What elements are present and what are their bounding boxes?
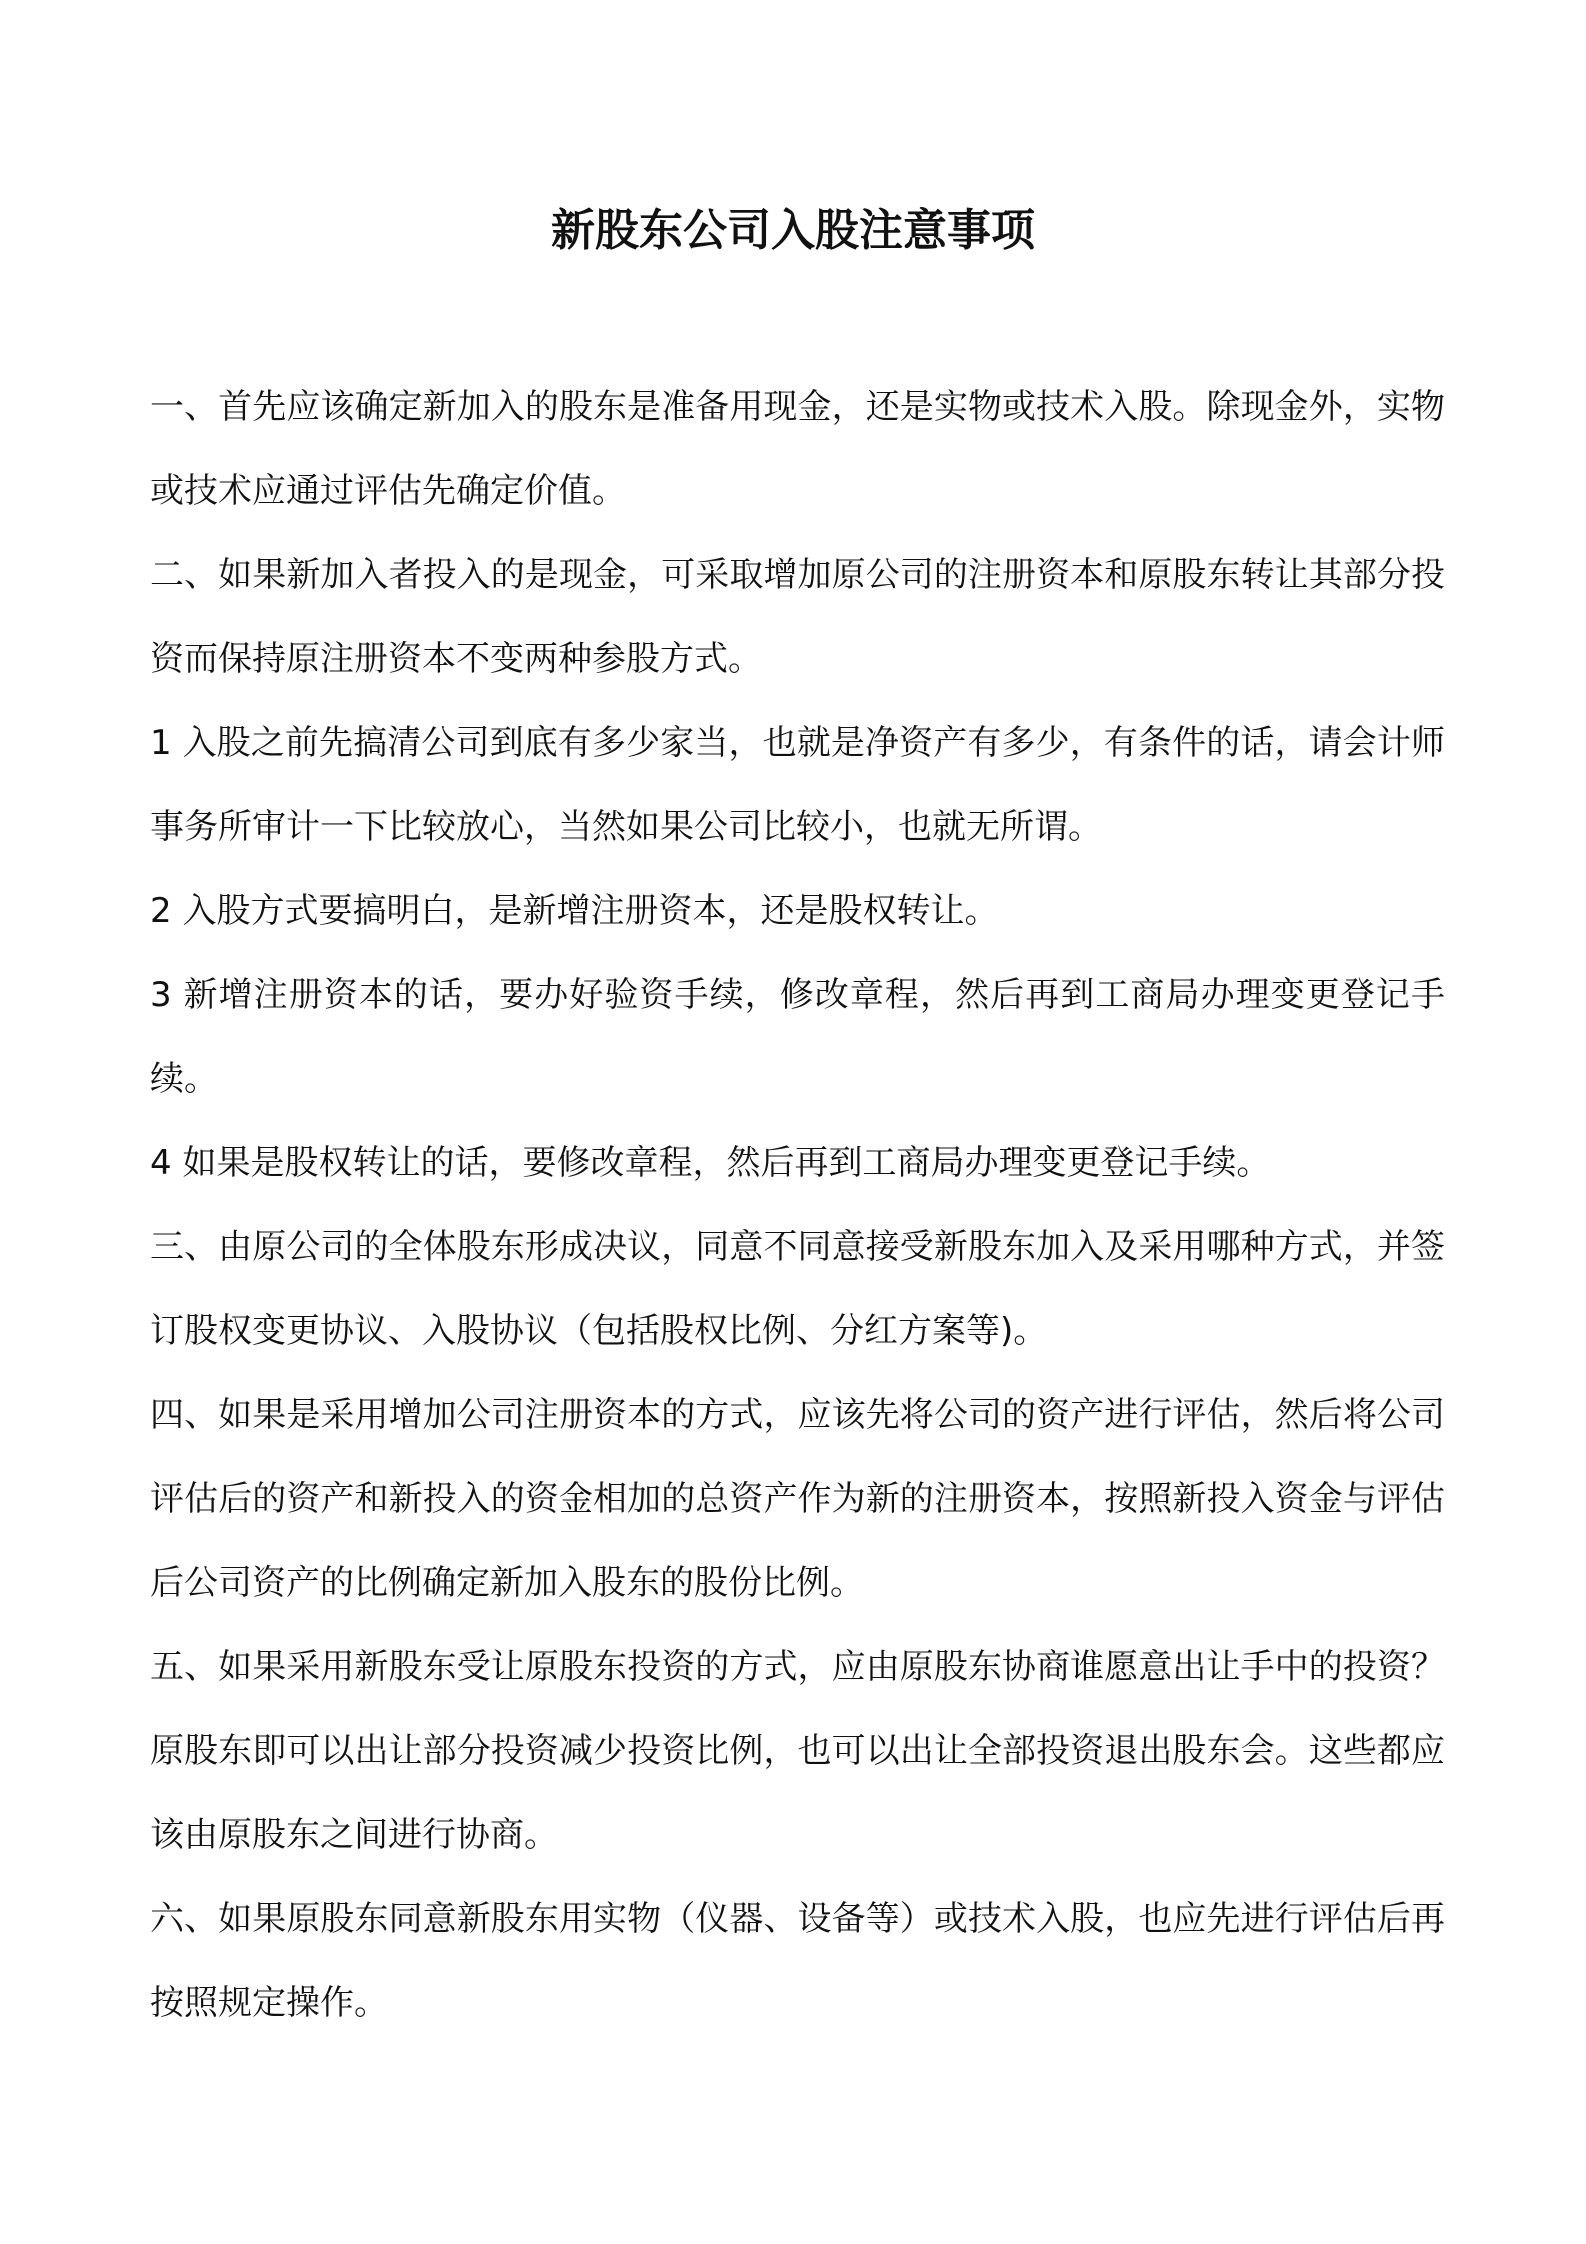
paragraph-section-5: 五、如果采用新股东受让原股东投资的方式，应由原股东协商谁愿意出让手中的投资？原股东即可以出让部分投资减少投资比例，也可以出让全部投资退出股东会。这些都应该由原股东之间进行协商。 xyxy=(150,1647,1445,1855)
paragraph-section-1: 一、首先应该确定新加入的股东是准备用现金，还是实物或技术入股。除现金外，实物或技术应通过评估先确定价值。 xyxy=(150,387,1445,511)
paragraph-section-3: 三、由原公司的全体股东形成决议，同意不同意接受新股东加入及采用哪种方式，并签订股权变更协议、入股协议（包括股权比例、分红方案等)。 xyxy=(150,1227,1445,1351)
document-title: 新股东公司入股注意事项 xyxy=(551,205,1035,257)
paragraph-item-2: 2 入股方式要搞明白，是新增注册资本，还是股权转让。 xyxy=(150,891,999,931)
paragraph-item-4: 4 如果是股权转让的话，要修改章程，然后再到工商局办理变更登记手续。 xyxy=(150,1143,1271,1183)
paragraph-section-6: 六、如果原股东同意新股东用实物（仪器、设备等）或技术入股，也应先进行评估后再按照规定操作。 xyxy=(150,1899,1445,2023)
paragraph-section-2: 二、如果新加入者投入的是现金，可采取增加原公司的注册资本和原股东转让其部分投资而保持原注册资本不变两种参股方式。 xyxy=(150,555,1445,679)
paragraph-item-1: 1 入股之前先搞清公司到底有多少家当，也就是净资产有多少，有条件的话，请会计师事务所审计一下比较放心，当然如果公司比较小，也就无所谓。 xyxy=(150,723,1445,847)
document-body xyxy=(150,365,1445,2045)
paragraph-item-3: 3 新增注册资本的话，要办好验资手续，修改章程，然后再到工商局办理变更登记手续。 xyxy=(150,975,1445,1099)
paragraph-section-4: 四、如果是采用增加公司注册资本的方式，应该先将公司的资产进行评估，然后将公司评估后的资产和新投入的资金相加的总资产作为新的注册资本，按照新投入资金与评估后公司资产的比例确定新加入股东的股份比例。 xyxy=(150,1395,1445,1603)
